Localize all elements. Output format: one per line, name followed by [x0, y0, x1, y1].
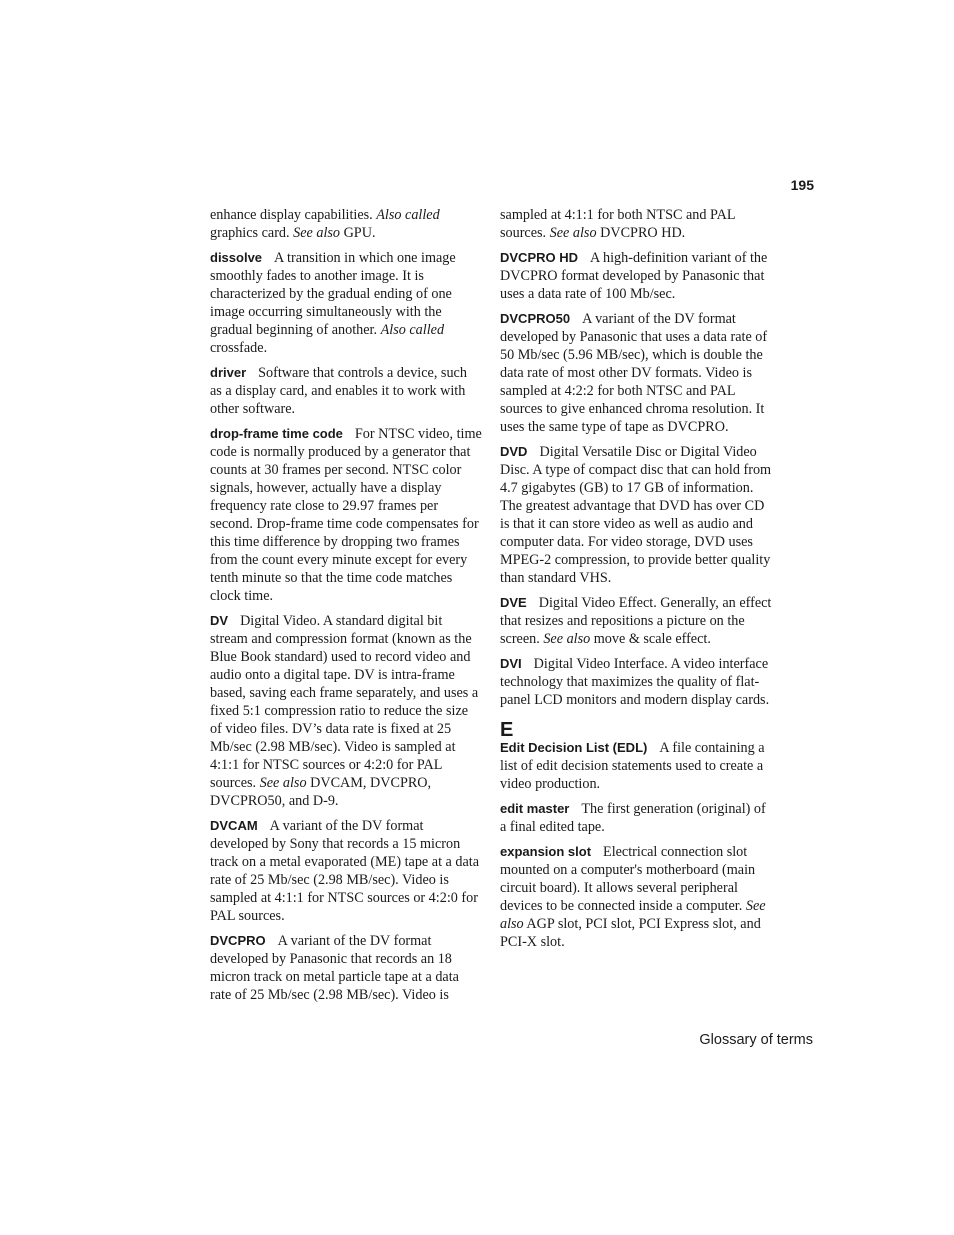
- glossary-entry-dissolve: [210, 249, 482, 357]
- glossary-definition: A variant of the DV format developed by Panasonic that records an 18 micron track on metal particle tape at a data rate of 25 Mb/sec (2.98 MB/sec). Video is: [210, 933, 459, 1003]
- glossary-definition: Digital Video. A standard digital bit stream and compression format (known as the Blue Book standard) used to record video and audio onto a digital tape. DV is intra-frame based, saving each frame separately, and uses a fixed 5:1 compression ratio to reduce the size of video files. DV’s data rate is fixed at 25 Mb/sec (2.98 MB/sec). Video is sampled at 4:1:1 for NTSC sources or 4:2:0 for PAL sources.: [210, 613, 479, 791]
- section-letter-heading: E: [500, 719, 514, 741]
- also-called-value: crossfade.: [210, 340, 268, 356]
- glossary-entry-dv: [210, 612, 482, 810]
- see-also-value: AGP slot, PCI slot, PCI Express slot, and PCI-X slot.: [500, 916, 761, 950]
- glossary-entry-dve: [500, 594, 772, 648]
- also-called-value: graphics card.: [210, 225, 294, 241]
- glossary-term: DVE: [500, 595, 527, 610]
- left-column: [210, 206, 482, 1011]
- see-also-label: See also: [543, 631, 591, 647]
- continuation-text: [500, 206, 772, 242]
- see-also-value: move & scale effect.: [590, 631, 711, 647]
- glossary-term: expansion slot: [500, 844, 592, 859]
- glossary-term: Edit Decision List (EDL): [500, 740, 648, 755]
- glossary-entry-drop-frame-time-code: [210, 425, 482, 605]
- glossary-definition: Digital Versatile Disc or Digital Video Disc. A type of compact disc that can hold from 4.7 gigabytes (GB) to 17 GB of information. The greatest advantage that DVD has over CD is that it can store video as well as audio and computer data. For video storage, DVD uses MPEG-2 compression, to provide better quality than standard VHS.: [500, 444, 772, 586]
- glossary-term: DVCPRO: [210, 933, 266, 948]
- continuation-definition: enhance display capabilities.: [210, 207, 377, 223]
- glossary-entry-dvcpro50: [500, 310, 772, 436]
- glossary-term: dissolve: [210, 250, 263, 265]
- glossary-term: DVCPRO HD: [500, 250, 579, 265]
- glossary-term: DVI: [500, 656, 522, 671]
- glossary-entry-edit-master: [500, 800, 772, 836]
- see-also-label: See also: [259, 775, 307, 791]
- glossary-definition: A variant of the DV format developed by Sony that records a 15 micron track on a metal evaporated (ME) tape at a data rate of 25 Mb/sec (2.98 MB/sec). Video is sampled at 4:1:1 for NTSC sources or 4:2:0 for PAL sources.: [210, 818, 480, 924]
- glossary-definition: The first generation (original) of a final edited tape.: [500, 801, 766, 835]
- also-called-label: Also called: [376, 207, 440, 223]
- glossary-entry-expansion-slot: [500, 843, 772, 951]
- glossary-definition: A high-definition variant of the DVCPRO format developed by Panasonic that uses a data rate of 100 Mb/sec.: [500, 250, 768, 302]
- glossary-term: driver: [210, 365, 247, 380]
- continuation-text: [210, 206, 482, 242]
- see-also-value: DVCAM, DVCPRO, DVCPRO50, and D-9.: [210, 775, 432, 809]
- continuation-definition: sampled at 4:1:1 for both NTSC and PAL sources.: [500, 207, 735, 241]
- glossary-term: DVCPRO50: [500, 311, 571, 326]
- glossary-entry-dvcpro: [210, 932, 482, 1004]
- glossary-definition: A transition in which one image smoothly fades to another image. It is characterized by the gradual ending of one image occurring simultaneously with the gradual beginning of another.: [210, 250, 456, 338]
- glossary-term: edit master: [500, 801, 570, 816]
- running-footer: Glossary of terms: [699, 1032, 813, 1048]
- glossary-definition: Digital Video Effect. Generally, an effect that resizes and repositions a picture on the screen.: [500, 595, 772, 647]
- glossary-definition: Electrical connection slot mounted on a computer's motherboard (main circuit board). It allows several peripheral devices to be connected inside a computer.: [500, 844, 756, 914]
- page-number: 195: [790, 177, 814, 193]
- glossary-entry-edl: [500, 739, 772, 793]
- glossary-definition: For NTSC video, time code is normally produced by a generator that counts at 30 frames per second. NTSC color signals, however, actually have a display frequency rate close to 29.97 frames per second. Drop-frame time code compensates for this time difference by dropping two frames from the count every minute except for every tenth minute so that the time code matches clock time.: [210, 426, 482, 604]
- glossary-definition: Software that controls a device, such as a display card, and enables it to work with other software.: [210, 365, 467, 417]
- glossary-entry-dvi: [500, 655, 772, 709]
- glossary-term: drop-frame time code: [210, 426, 343, 441]
- see-also-label: See also: [549, 225, 597, 241]
- glossary-definition: A variant of the DV format developed by Panasonic that uses a data rate of 50 Mb/sec (5.96 MB/sec), which is double the data rate of most other DV formats. Video is sampled at 4:2:2 for both NTSC and PAL sources to give enhanced chroma resolution. It uses the same type of tape as DVCPRO.: [500, 311, 768, 435]
- glossary-term: DV: [210, 613, 229, 628]
- glossary-entry-dvd: [500, 443, 772, 587]
- see-also-value: GPU.: [340, 225, 376, 241]
- glossary-term: DVD: [500, 444, 528, 459]
- glossary-definition: A file containing a list of edit decision statements used to create a video production.: [500, 740, 765, 792]
- glossary-entry-dvcpro-hd: [500, 249, 772, 303]
- glossary-entry-dvcam: [210, 817, 482, 925]
- glossary-term: DVCAM: [210, 818, 258, 833]
- glossary-entry-driver: [210, 364, 482, 418]
- see-also-value: DVCPRO HD.: [596, 225, 686, 241]
- right-column: [500, 206, 772, 958]
- see-also-label: See also: [500, 898, 766, 932]
- see-also-label: See also: [293, 225, 341, 241]
- also-called-label: Also called: [380, 322, 445, 338]
- glossary-definition: Digital Video Interface. A video interface technology that maximizes the quality of flat-panel LCD monitors and modern display cards.: [500, 656, 770, 708]
